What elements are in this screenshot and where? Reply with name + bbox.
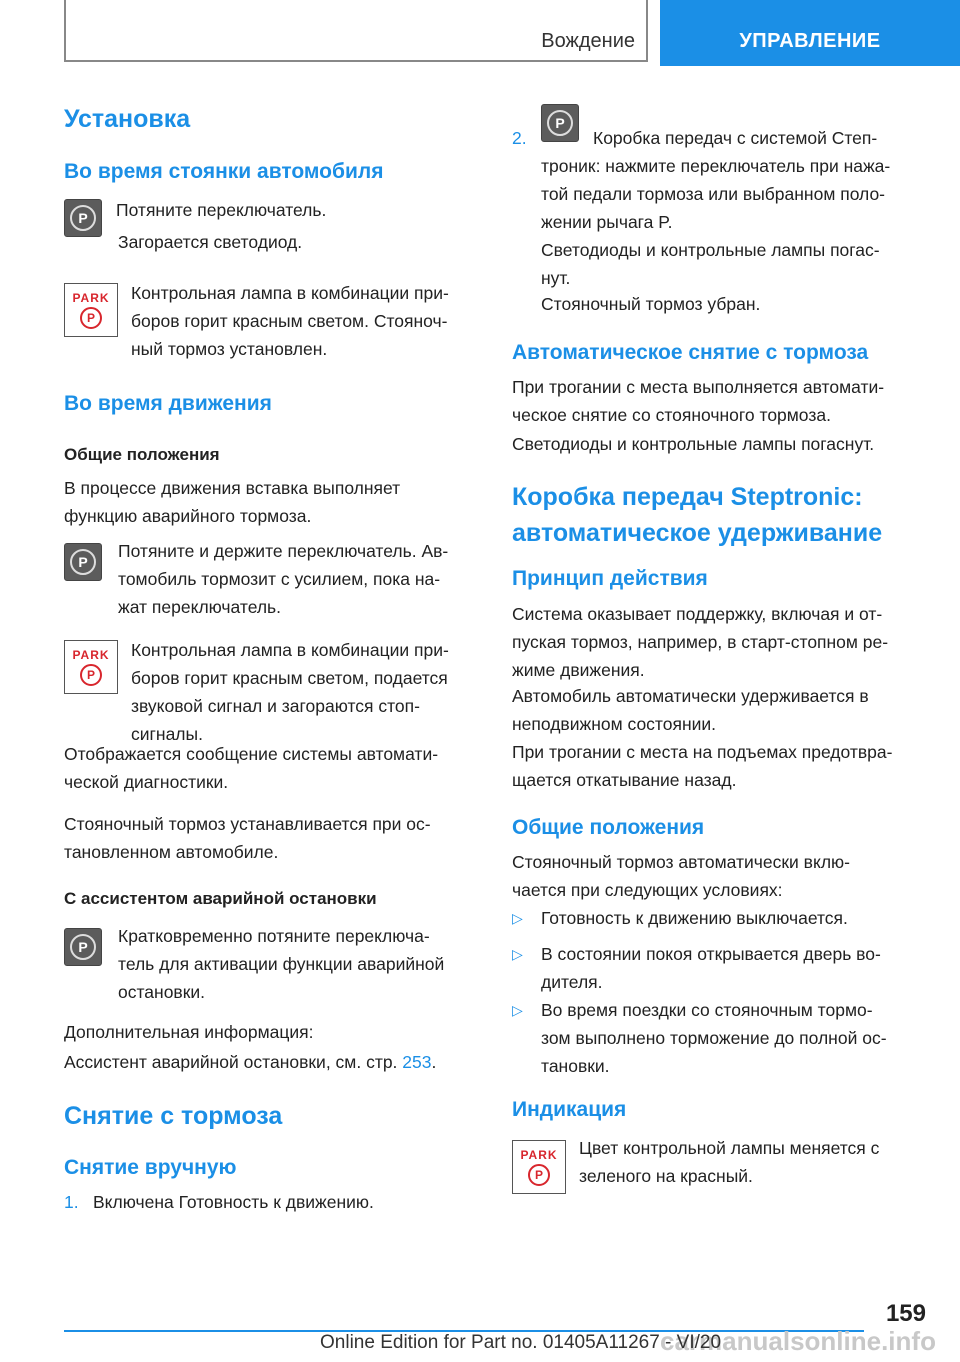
principle-text-3: При трогании с места на подъемах предотвра- щается откатывание назад.	[512, 742, 893, 790]
list-item: Во время поездки со стояночным тормо- зом выполнено торможение до полной ос- тановки.	[541, 1000, 887, 1076]
auto-release-text: При трогании с места выполняется автомати- ческое снятие со стояночного тормоза.	[512, 377, 885, 425]
heading-setup: Установка	[64, 105, 191, 133]
heading-general-right: Общие положения	[512, 816, 705, 839]
header-chapter-tab[interactable]: УПРАВЛЕНИЕ	[660, 0, 960, 66]
heading-release: Снятие с тормоза	[64, 1102, 283, 1130]
list-item: Готовность к движению выключается.	[541, 908, 848, 928]
released-text: Стояночный тормоз убран.	[541, 294, 761, 314]
heading-manual-release: Снятие вручную	[64, 1156, 237, 1179]
heading-driving: Во время движения	[64, 392, 272, 415]
bullet-icon: ▷	[512, 1002, 523, 1018]
auto-release-leds-text: Светодиоды и контрольные лампы погаснут.	[512, 434, 875, 454]
parking-switch-icon: P	[64, 199, 102, 237]
indication-text: Цвет контрольной лампы меняется с зеленого на красный.	[579, 1138, 880, 1186]
heading-steptronic: Коробка передач Steptronic: автоматическое удерживание	[512, 483, 883, 547]
step-1	[64, 1188, 79, 1216]
park-warning-icon: PARK P	[512, 1140, 566, 1194]
heading-indication: Индикация	[512, 1098, 627, 1121]
list-item: В состоянии покоя открывается дверь во- дителя.	[541, 944, 881, 992]
general-conditions-text: Стояночный тормоз автоматически вклю- чается при следующих условиях:	[512, 852, 850, 900]
park-warning-icon: PARK P	[64, 283, 118, 337]
principle-text-1: Система оказывает поддержку, включая и от- пуская тормоз, например, в старт-стопном ре- жиме движения.	[512, 604, 889, 680]
leds-off-text: Светодиоды и контрольные лампы погас- нут.	[541, 240, 880, 288]
principle-text-2: Автомобиль автоматически удерживается в неподвижном состоянии.	[512, 686, 869, 734]
heading-general-left: Общие положения	[64, 445, 220, 464]
step-1-number: 1.	[64, 1192, 79, 1212]
bullet-icon: ▷	[512, 946, 523, 962]
assist-pull-text: Кратковременно потяните переключа- тель для активации функции аварийной остановки.	[118, 926, 445, 1002]
watermark: carmanualsonline.info	[660, 1326, 936, 1356]
page-reference-link[interactable]: 253	[402, 1052, 432, 1072]
heading-emergency-assist: С ассистентом аварийной остановки	[64, 889, 377, 908]
bullet-icon: ▷	[512, 910, 523, 926]
reference-end: .	[431, 1052, 437, 1072]
heading-principle: Принцип действия	[512, 567, 708, 590]
general-driving-text: В процессе движения вставка выполняет функцию аварийного тормоза.	[64, 478, 401, 526]
led-on-text: Загорается светодиод.	[118, 232, 303, 252]
parking-switch-icon: P	[64, 543, 102, 581]
step-2-number: 2.	[512, 128, 527, 148]
footer-edition: Online Edition for Part no. 01405A11267 - VI/20	[320, 1332, 722, 1353]
heading-parked: Во время стоянки автомобиля	[64, 160, 384, 183]
set-when-stopped-text: Стояночный тормоз устанавливается при ос- тановленном автомобиле.	[64, 814, 431, 862]
parking-switch-icon: P	[64, 928, 102, 966]
pull-switch-text: Потяните переключатель.	[116, 200, 327, 220]
heading-auto-release: Автоматическое снятие с тормоза	[512, 341, 869, 364]
step-2-text: Коробка передач с системой Степ- троник: нажмите переключатель при нажа- той педали тормоза или выбранном поло- жении рычага P.	[541, 128, 891, 232]
reference-line	[64, 1048, 436, 1076]
reference-text: Ассистент аварийной остановки, см. стр.	[64, 1052, 403, 1072]
header-section: Вождение	[541, 30, 635, 52]
warning-light-text-1: Контрольная лампа в комбинации при- боров горит красным светом. Стояноч- ный тормоз установлен.	[131, 283, 449, 359]
diagnostic-text: Отображается сообщение системы автомати- ческой диагностики.	[64, 744, 439, 792]
page-number: 159	[885, 1300, 926, 1327]
warning-light-text-2: Контрольная лампа в комбинации при- боров горит красным светом, подается звуковой сигнал и загораются стоп- сигналы.	[131, 640, 449, 744]
step-1-text: Включена Готовность к движению.	[93, 1192, 374, 1212]
more-info-text: Дополнительная информация:	[64, 1022, 314, 1042]
parking-switch-icon: P	[541, 104, 579, 142]
park-warning-icon: PARK P	[64, 640, 118, 694]
hold-switch-text: Потяните и держите переключатель. Ав- томобиль тормозит с усилием, пока на- жат переключатель.	[118, 541, 449, 617]
